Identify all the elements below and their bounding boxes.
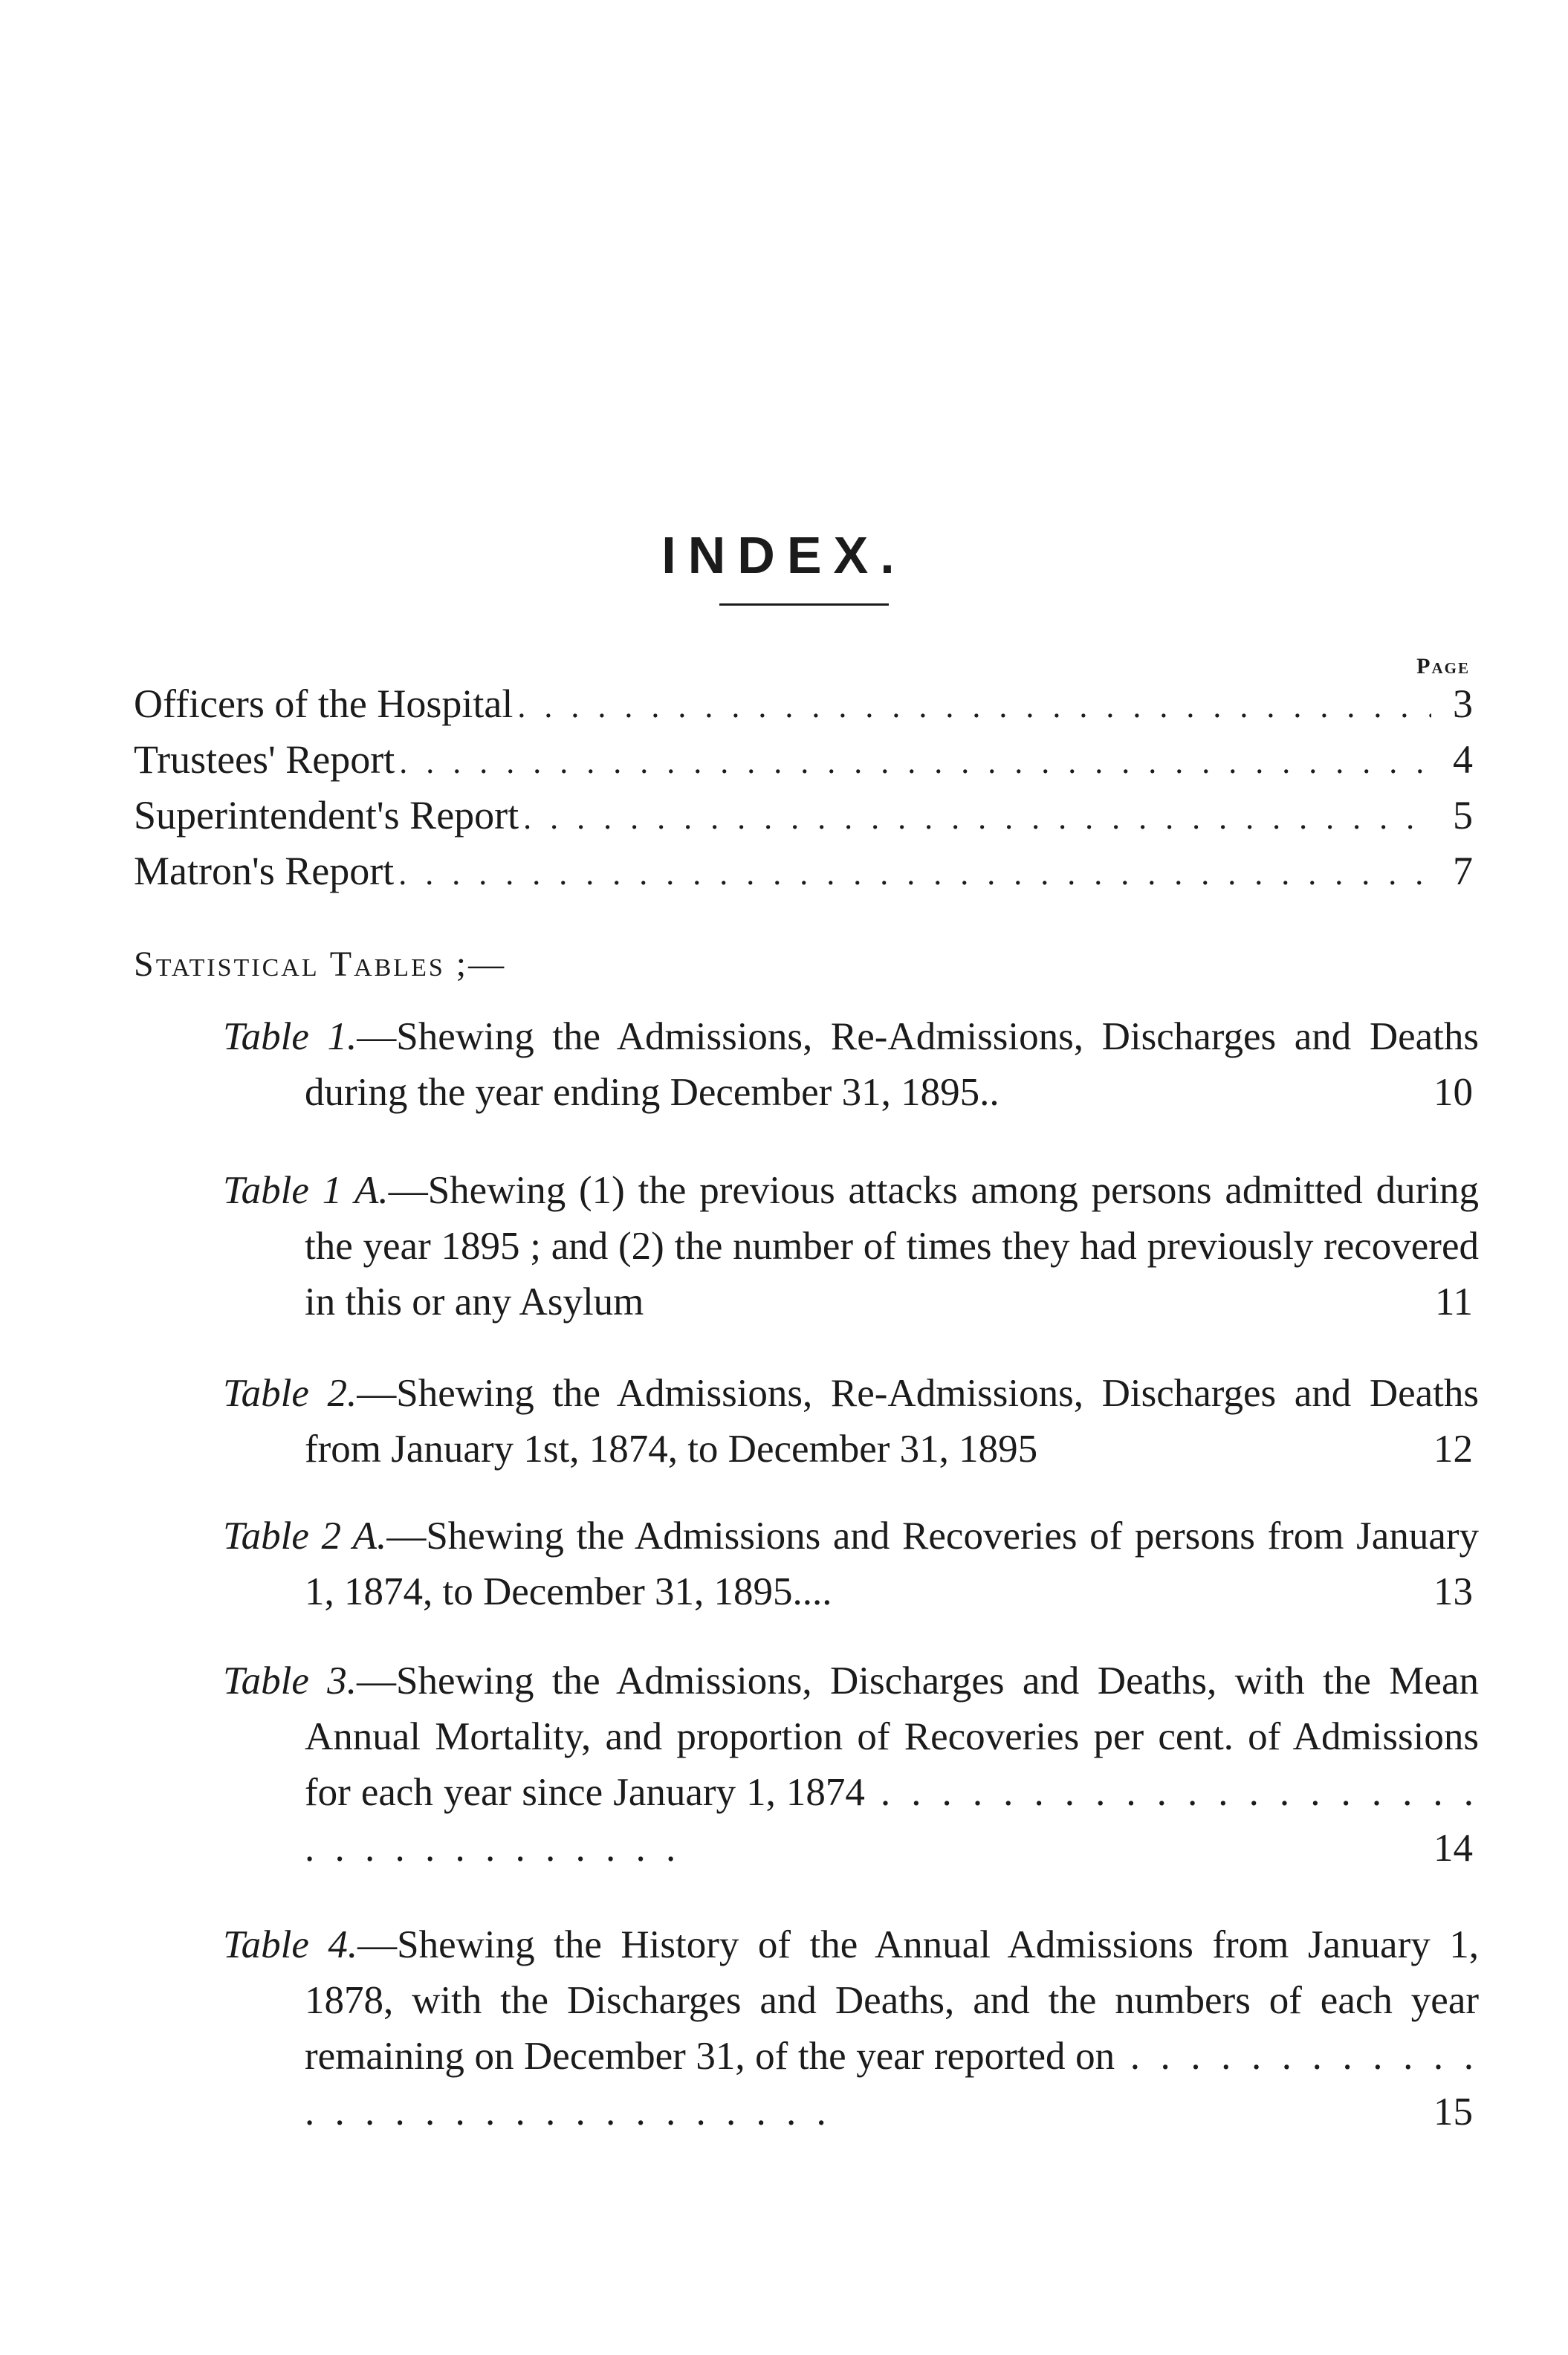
page-title: INDEX. <box>661 525 907 584</box>
table-name: Table 4. <box>223 1923 358 1966</box>
table-description: —Shewing the Admissions, Discharges and Deaths, with the Mean Annual Mortality, and proportion of Recoveries per cent. of Admissions for each year since January 1, 1874 <box>305 1659 1479 1814</box>
index-entry <box>134 680 1473 728</box>
statistical-tables-heading: Statistical Tables ;— <box>134 945 507 984</box>
entry-label: Officers of the Hospital <box>134 681 514 726</box>
table-description: —Shewing the Admissions, Re-Admissions, Discharges and Deaths during the year ending December 31, 1895.. <box>305 1015 1479 1114</box>
table-name: Table 2 A. <box>223 1515 387 1558</box>
table-page-number: 13 <box>1433 1570 1473 1613</box>
entry-label: Superintendent's Report <box>134 793 519 838</box>
entry-page-number: 7 <box>1453 849 1473 893</box>
table-entry <box>223 1163 1480 1330</box>
table-description: —Shewing (1) the previous attacks among persons admitted during the year 1895 ; and (2) the number of times they had previously recovered in this or any Asylum <box>305 1169 1480 1324</box>
table-entry <box>223 1653 1479 1876</box>
table-page-number: 10 <box>1433 1071 1473 1114</box>
table-name: Table 1 A. <box>223 1169 389 1212</box>
table-name: Table 2. <box>223 1372 357 1415</box>
table-page-number: 15 <box>1433 2090 1473 2134</box>
index-entry <box>134 791 1473 840</box>
entry-page-number: 4 <box>1453 737 1473 782</box>
table-entry <box>223 1917 1479 2140</box>
entry-label: Matron's Report <box>134 849 395 893</box>
index-entry <box>134 847 1473 895</box>
entry-page-number: 5 <box>1453 793 1473 838</box>
table-entry <box>223 1009 1479 1121</box>
entry-label: Trustees' Report <box>134 737 395 782</box>
dot-leader <box>517 687 1431 727</box>
entry-page-number: 3 <box>1453 681 1473 726</box>
table-entry <box>223 1509 1479 1620</box>
dot-leader: . . . . . . . . . . . . . . . . . . . . . . . . . . . . . . . . . <box>305 1771 1479 1870</box>
page-column-header: Page <box>1416 654 1470 678</box>
table-description: —Shewing the History of the Annual Admissions from January 1, 1878, with the Discharges and Deaths, and the numbers of each year remaining on December 31, of the year reported on <box>305 1923 1479 2078</box>
dot-leader <box>399 743 1431 783</box>
table-description: —Shewing the Admissions, Re-Admissions, Discharges and Deaths from January 1st, 1874, to December 31, 1895 <box>305 1372 1479 1471</box>
table-description: —Shewing the Admissions and Recoveries of persons from January 1, 1874, to December 31, 1895.... <box>305 1515 1479 1613</box>
index-entry <box>134 736 1473 784</box>
dot-leader <box>523 799 1431 838</box>
table-entry <box>223 1366 1479 1477</box>
table-page-number: 11 <box>1434 1280 1473 1324</box>
title-rule <box>719 603 889 606</box>
table-page-number: 14 <box>1433 1827 1473 1870</box>
table-page-number: 12 <box>1433 1428 1473 1471</box>
table-name: Table 1. <box>223 1015 357 1058</box>
dot-leader <box>398 855 1431 894</box>
dot-leader: . . . . . . . . . . . . . . . . . . . . . . . . . . . . . . <box>305 2035 1479 2134</box>
table-name: Table 3. <box>223 1659 357 1703</box>
